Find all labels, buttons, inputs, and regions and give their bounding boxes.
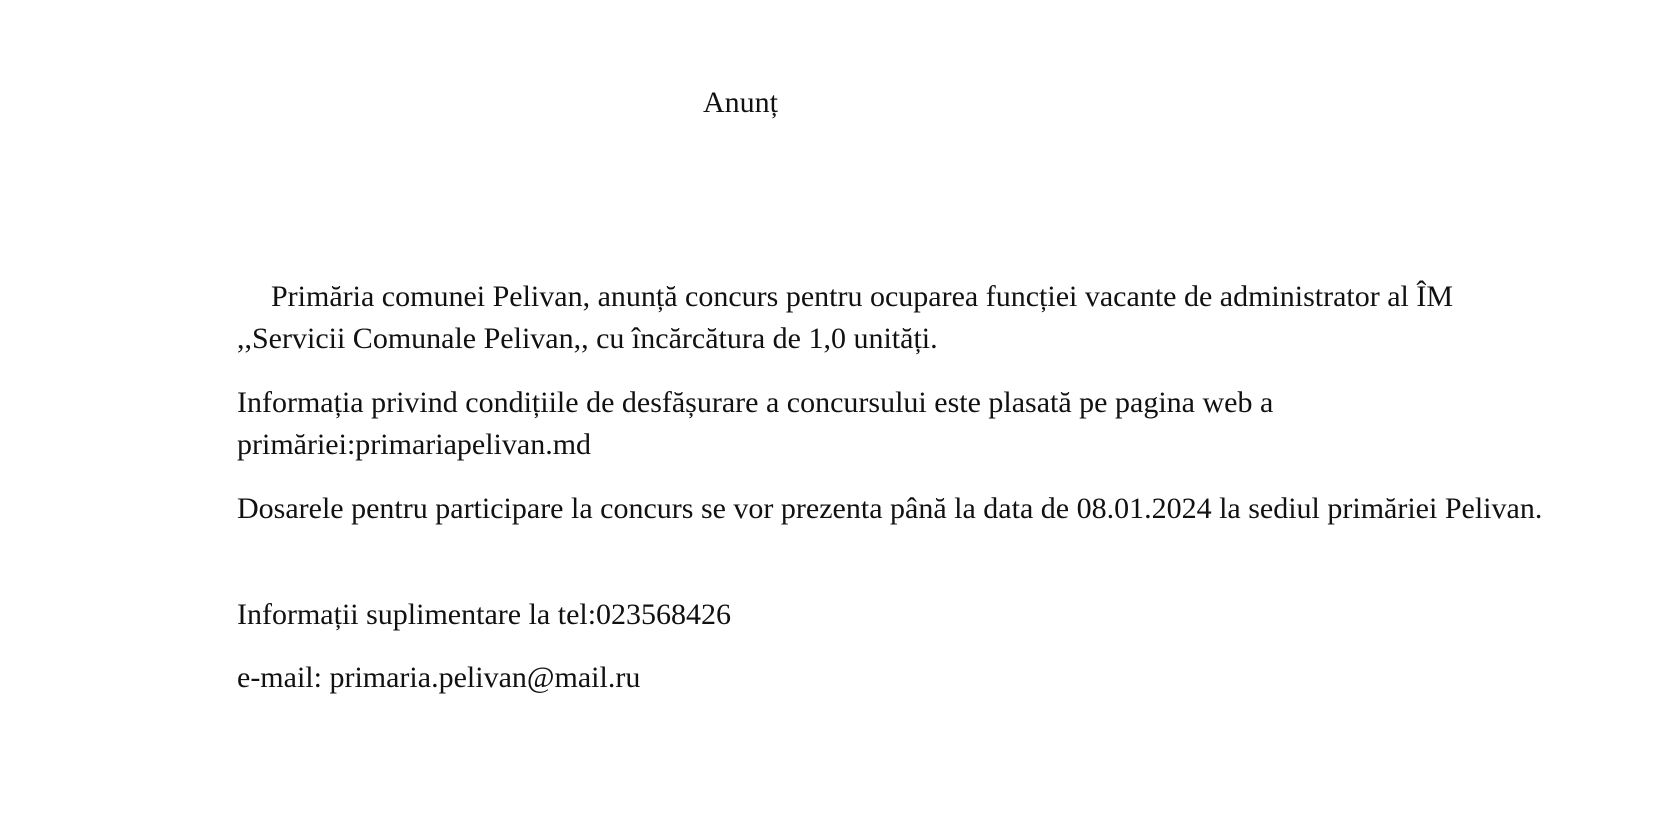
document-title: Anunț — [703, 86, 778, 119]
announcement-paragraph: Primăria comunei Pelivan, anunță concurs pentru ocuparea funcției vacante de administrator al ÎM ,,Servicii Comunale Pelivan,, cu încărcătura de 1,0 unități. — [237, 280, 1454, 355]
email-paragraph: e-mail: primaria.pelivan@mail.ru — [237, 661, 641, 694]
deadline-paragraph: Dosarele pentru participare la concurs se vor prezenta până la data de 08.01.2024 la sediul primăriei Pelivan. — [237, 492, 1543, 525]
phone-paragraph: Informații suplimentare la tel:023568426 — [237, 598, 732, 631]
web-info-paragraph: Informația privind condițiile de desfășurare a concursului este plasată pe pagina web a primăriei:primariapelivan.md — [237, 386, 1274, 461]
